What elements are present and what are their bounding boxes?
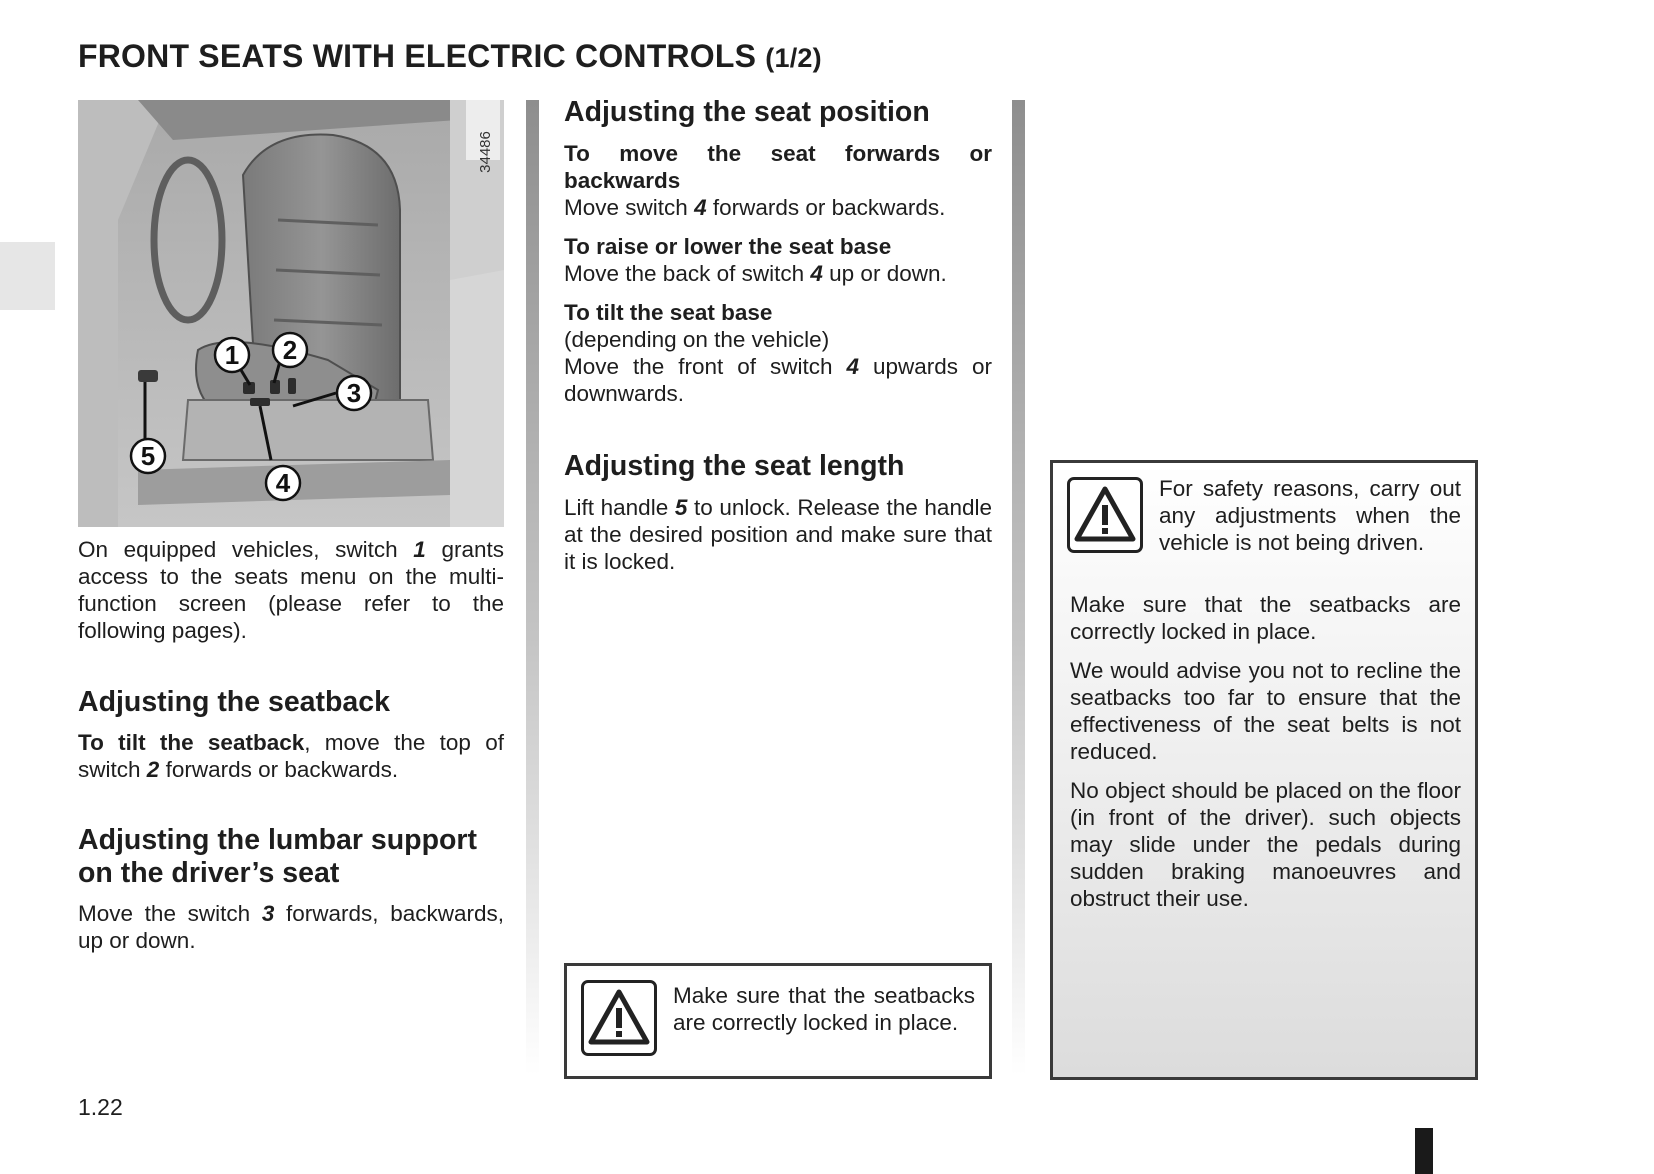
figure-ref-number: 34486 <box>477 131 494 173</box>
seat-length-heading: Adjusting the seat length <box>564 450 905 482</box>
page-title-main: FRONT SEATS WITH ELECTRIC CONTROLS <box>78 38 757 74</box>
intro-text-post: grants access to the seats menu on the multi-function screen (please refer to the following pages). <box>78 537 504 643</box>
forwards-switch-number: 4 <box>694 195 707 220</box>
intro-paragraph <box>78 536 504 644</box>
seat-length-paragraph <box>564 494 992 575</box>
lumbar-paragraph <box>78 900 504 954</box>
seat-controls-figure <box>78 100 504 527</box>
forwards-backwards-block <box>564 140 992 221</box>
section-tab <box>0 242 55 310</box>
safety-warning-p3: We would advise you not to recline the seatbacks too far to ensure that the effectiveness of the seat belts is not reduced. <box>1070 658 1461 764</box>
safety-warning-p4: No object should be placed on the floor (in front of the driver). such objects may slide under the pedals during sudden braking manoeuvres and obstruct their use. <box>1070 778 1461 911</box>
seatback-lead: To tilt the seatback <box>78 730 305 755</box>
raise-text-pre: Move the back of switch <box>564 261 805 286</box>
raise-lower-title: To raise or lower the seat base <box>564 234 892 259</box>
column-divider-1 <box>526 100 539 1075</box>
seatback-text-pre: , move the top of switch <box>78 730 504 782</box>
safety-warning-rest <box>1070 591 1461 924</box>
page-number: 1.22 <box>78 1094 123 1120</box>
seat-illustration <box>78 100 504 527</box>
lumbar-text-pre: Move the switch <box>78 901 251 926</box>
length-text-pre: Lift handle <box>564 495 669 520</box>
seat-position-heading: Adjusting the seat position <box>564 96 930 128</box>
left-column <box>78 536 504 656</box>
seat-length-section <box>564 494 992 587</box>
length-text-post: to unlock. Release the handle at the desired position and make sure that it is locked. <box>564 495 992 574</box>
raise-text-post: up or down. <box>829 261 947 286</box>
raise-lower-block <box>564 233 992 287</box>
lumbar-text-post: forwards, backwards, up or down. <box>78 901 504 953</box>
callout-1-label: 1 <box>224 340 240 370</box>
seatback-paragraph <box>78 729 504 783</box>
tilt-title: To tilt the seat base <box>564 300 773 325</box>
seatback-lock-warning <box>564 963 992 1079</box>
seatback-lock-warning-text: Make sure that the seatbacks are correctly locked in place. <box>673 983 975 1035</box>
safety-warning-box <box>1050 460 1478 1080</box>
lumbar-switch-number: 3 <box>261 901 275 926</box>
seatback-switch-number: 2 <box>146 757 160 782</box>
lumbar-heading <box>78 824 518 890</box>
seat-position-section <box>564 140 992 419</box>
callout-4-label: 4 <box>275 468 291 498</box>
warning-triangle-icon <box>1067 477 1143 553</box>
seatback-text-post: forwards or backwards. <box>165 757 399 782</box>
seatback-section <box>78 729 504 795</box>
tilt-switch-number: 4 <box>846 354 859 379</box>
length-handle-number: 5 <box>674 495 688 520</box>
raise-switch-number: 4 <box>810 261 823 286</box>
seatback-heading: Adjusting the seatback <box>78 686 390 718</box>
callout-5-label: 5 <box>140 441 156 471</box>
page-edge-marker <box>1415 1128 1433 1174</box>
lumbar-section <box>78 900 504 966</box>
safety-warning-p2: Make sure that the seatbacks are correctly locked in place. <box>1070 592 1461 644</box>
column-divider-2 <box>1012 100 1025 1075</box>
intro-switch-number: 1 <box>413 537 426 562</box>
page-title <box>78 38 822 75</box>
tilt-block <box>564 299 992 407</box>
forwards-backwards-title: To move the seat forwards or backwards <box>564 141 992 193</box>
callout-2-label: 2 <box>282 335 298 365</box>
lumbar-heading-line2: on the driver’s seat <box>78 857 340 889</box>
tilt-note: (depending on the vehicle) <box>564 327 830 352</box>
tilt-text-post: upwards or downwards. <box>564 354 992 406</box>
page-title-part: (1/2) <box>765 43 822 73</box>
forwards-text-post: forwards or backwards. <box>712 195 946 220</box>
forwards-text-pre: Move switch <box>564 195 688 220</box>
tilt-text-pre: Move the front of switch <box>564 354 833 379</box>
safety-warning-p1: For safety reasons, carry out any adjustments when the vehicle is not being driven. <box>1159 476 1461 555</box>
warning-triangle-icon <box>581 980 657 1056</box>
intro-text-pre: On equipped vehicles, switch <box>78 537 398 562</box>
callout-3-label: 3 <box>346 378 362 408</box>
lumbar-heading-line1: Adjusting the lumbar support <box>78 824 477 856</box>
